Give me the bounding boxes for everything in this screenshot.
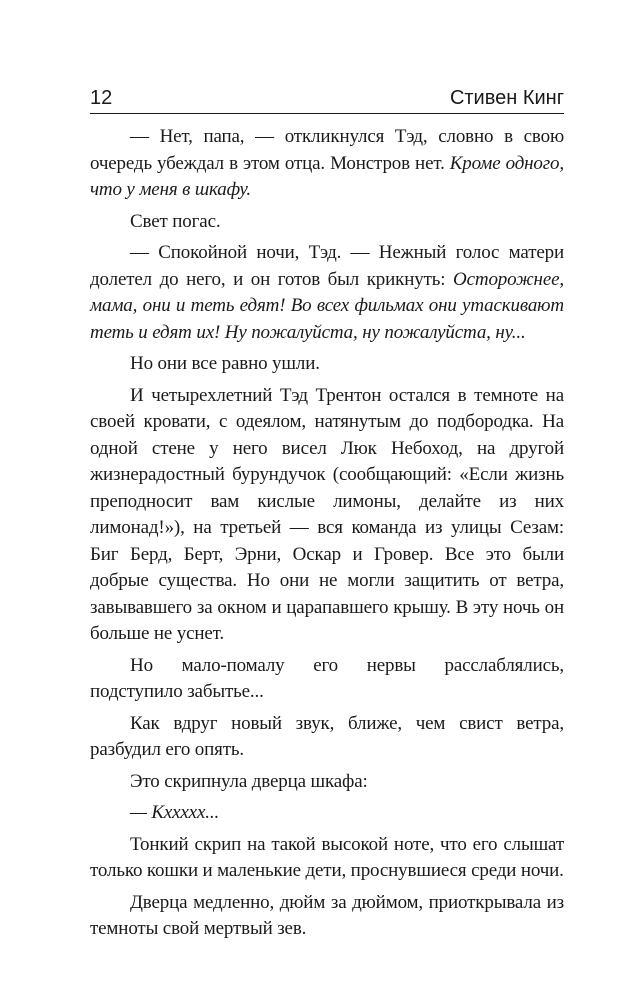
page-number: 12 xyxy=(90,87,113,109)
italic-text-run: Кххххх... xyxy=(151,802,220,823)
body-text xyxy=(90,124,564,943)
text-run: Это скрипнула дверца шкафа: xyxy=(130,770,368,792)
paragraph xyxy=(90,769,564,796)
paragraph xyxy=(90,124,564,204)
paragraph xyxy=(90,351,564,378)
italic-text-run: — xyxy=(130,802,152,823)
italic-text-run: Осторожнее, мама, они и теть едят! Во всех фильмах они утаскивают теть и едят их! Ну пожалуйста, ну пожалуйста, ну... xyxy=(90,268,564,343)
text-run: И четырехлетний Тэд Трентон остался в темноте на своей кровати, с одеялом, натянутым до подбородка. На одной стене у него висел Люк Небоход, на другой жизнерадостный бурундучок (сообщающий: «Если жизнь преподносит вам кислые лимоны, делайте из них лимонад!»), на третьей — вся команда из улицы Сезам: Биг Берд, Берт, Эрни, Оскар и Гровер. Все это были добрые существа. Но они не могли защитить от ветра, завывавшего за окном и царапавшего крышу. В эту ночь он больше не уснет. xyxy=(90,384,564,644)
paragraph xyxy=(90,800,564,827)
text-run: Дверца медленно, дюйм за дюймом, приоткрывала из темноты свой мертвый зев. xyxy=(90,891,564,939)
running-header xyxy=(90,86,564,114)
text-run: Но они все равно ушли. xyxy=(130,353,320,374)
paragraph xyxy=(90,890,564,943)
text-run: Как вдруг новый звук, ближе, чем свист ветра, разбудил его опять. xyxy=(90,712,564,760)
text-run: Свет погас. xyxy=(130,210,221,232)
text-run: — Нет, папа, — откликнулся Тэд, словно в свою очередь убеждал в этом отца. Монстров нет. xyxy=(90,126,564,174)
italic-text-run: Кроме одного, что у меня в шкафу. xyxy=(90,152,564,200)
text-run: Тонкий скрип на такой высокой ноте, что его слышат только кошки и маленькие дети, проснувшиеся среди ночи. xyxy=(90,833,564,881)
text-run: Но мало-помалу его нервы расслаблялись, подступило забытье... xyxy=(90,654,564,702)
paragraph xyxy=(90,383,564,648)
paragraph xyxy=(90,711,564,764)
text-run: — Спокойной ночи, Тэд. — Нежный голос матери долетел до него, и он готов был крикнуть: xyxy=(90,242,564,290)
paragraph xyxy=(90,209,564,236)
author-name: Стивен Кинг xyxy=(449,87,564,109)
paragraph xyxy=(90,653,564,706)
paragraph xyxy=(90,832,564,885)
paragraph xyxy=(90,240,564,346)
